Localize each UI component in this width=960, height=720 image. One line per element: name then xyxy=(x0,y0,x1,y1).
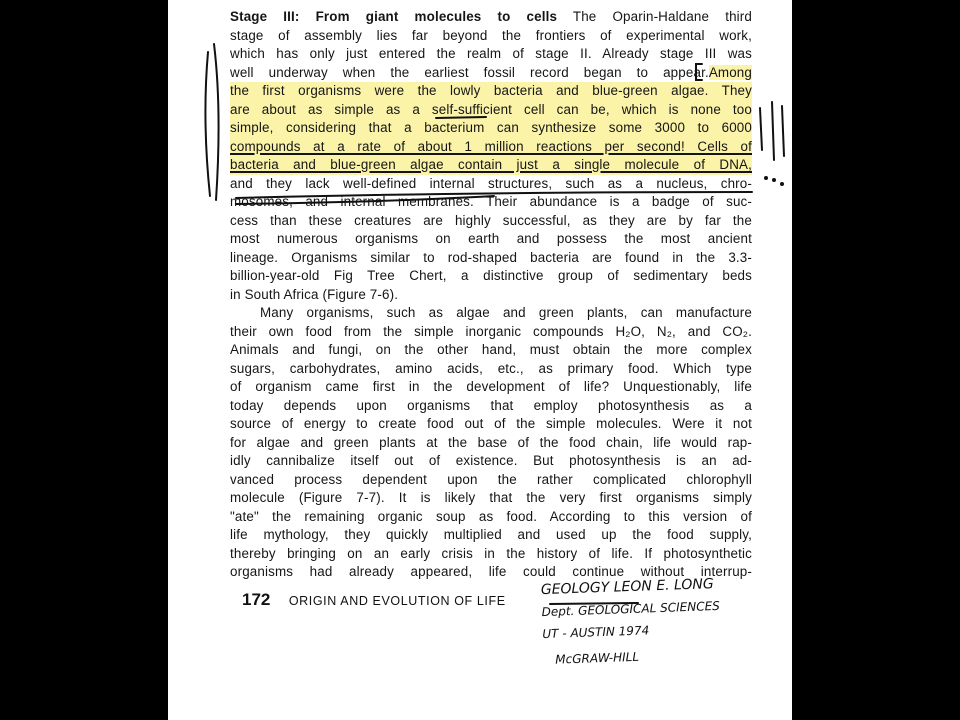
text-line: billion-year-old Fig Tree Chert, a distinctive group of sedimentary beds xyxy=(230,268,752,283)
right-margin-bar-mark xyxy=(782,106,784,156)
handwritten-line: Dept. GEOLOGICAL SCIENCES xyxy=(541,598,721,620)
text-line: "ate" the remaining organic soup as food. According to this version of xyxy=(230,508,752,524)
text-line: for algae and green plants at the base of the food chain, life would rap- xyxy=(230,434,752,450)
text-line: Stage III: From giant molecules to cells The Oparin-Haldane third xyxy=(230,9,752,24)
scanned-page xyxy=(168,0,792,720)
text-line: lineage. Organisms similar to rod-shaped bacteria are found in the 3.3- xyxy=(230,249,752,265)
page-number: 172 xyxy=(242,590,271,609)
dot-mark xyxy=(772,178,776,182)
text-line: of organism came first in the development of life? Unquestionably, life xyxy=(230,379,752,394)
text-line: most numerous organisms on earth and possess the most ancient xyxy=(230,231,752,246)
text-line: which has only just entered the realm of stage II. Already stage III was xyxy=(230,46,752,61)
handwritten-line: UT - AUSTIN 1974 xyxy=(542,623,650,642)
left-margin-bracket-mark xyxy=(205,52,210,196)
highlighted-text: Among xyxy=(708,64,752,80)
text-line: Animals and fungi, on the other hand, must obtain the more complex xyxy=(230,342,752,357)
handwritten-line: McGRAW-HILL xyxy=(555,649,640,667)
text-line: cess than these creatures are highly successful, as they are by far the xyxy=(230,212,752,228)
text-line: mosomes, and internal membranes. Their abundance is a badge of suc- xyxy=(230,194,752,209)
text-line: stage of assembly lies far beyond the frontiers of experimental work, xyxy=(230,27,752,43)
text-line: their own food from the simple inorganic compounds H₂O, N₂, and CO₂. xyxy=(230,323,752,339)
text-line: molecule (Figure 7-7). It is likely that the very first organisms simply xyxy=(230,490,752,505)
section-heading: Stage III: From giant molecules to cells xyxy=(230,9,558,24)
right-margin-bar-mark xyxy=(772,102,774,160)
right-margin-bar-mark xyxy=(760,108,762,150)
text-line: Many organisms, such as algae and green plants, can manufacture xyxy=(260,305,752,320)
highlighted-text-line: the first organisms were the lowly bacteria and blue-green algae. They xyxy=(230,82,752,101)
dot-mark xyxy=(780,182,784,186)
text-line: thereby bringing on an early crisis in the history of life. If photosynthetic xyxy=(230,545,752,561)
body-text xyxy=(230,8,752,582)
text-line: today depends upon organisms that employ photosynthesis as a xyxy=(230,397,752,413)
highlighted-text-line: are about as simple as a self-sufficient cell can be, which is none too xyxy=(230,101,752,120)
left-margin-bracket-mark xyxy=(214,44,219,200)
page-footer xyxy=(242,590,506,610)
highlighted-underlined-line: bacteria and blue-green algae contain just a single molecule of DNA, xyxy=(230,156,752,175)
text-line: source of energy to create food out of the simple molecules. Were it not xyxy=(230,416,752,431)
text-line: vanced process dependent upon the rather complicated chlorophyll xyxy=(230,471,752,487)
highlighted-text-line: simple, considering that a bacterium can synthesize some 3000 to 6000 xyxy=(230,119,752,138)
text-line: life mythology, they quickly multiplied and used up the food supply, xyxy=(230,527,752,542)
running-head: ORIGIN AND EVOLUTION OF LIFE xyxy=(288,594,506,608)
text-line: sugars, carbohydrates, amino acids, etc., as primary food. Which type xyxy=(230,360,752,376)
text-line: idly cannibalize itself out of existence. But photosynthesis is an ad- xyxy=(230,453,752,468)
text-line: organisms had already appeared, life could continue without interrup- xyxy=(230,564,752,579)
dot-mark xyxy=(764,176,768,180)
text-line: in South Africa (Figure 7-6). xyxy=(230,286,399,302)
text-line: and they lack well-defined internal structures, such as a nucleus, chro- xyxy=(230,175,752,191)
text-line: well underway when the earliest fossil record began to appear.Among xyxy=(230,64,752,80)
handwritten-line: GEOLOGY LEON E. LONG xyxy=(540,576,715,599)
highlighted-underlined-line: compounds at a rate of about 1 million reactions per second! Cells of xyxy=(230,138,752,157)
handwritten-citation xyxy=(540,573,721,671)
